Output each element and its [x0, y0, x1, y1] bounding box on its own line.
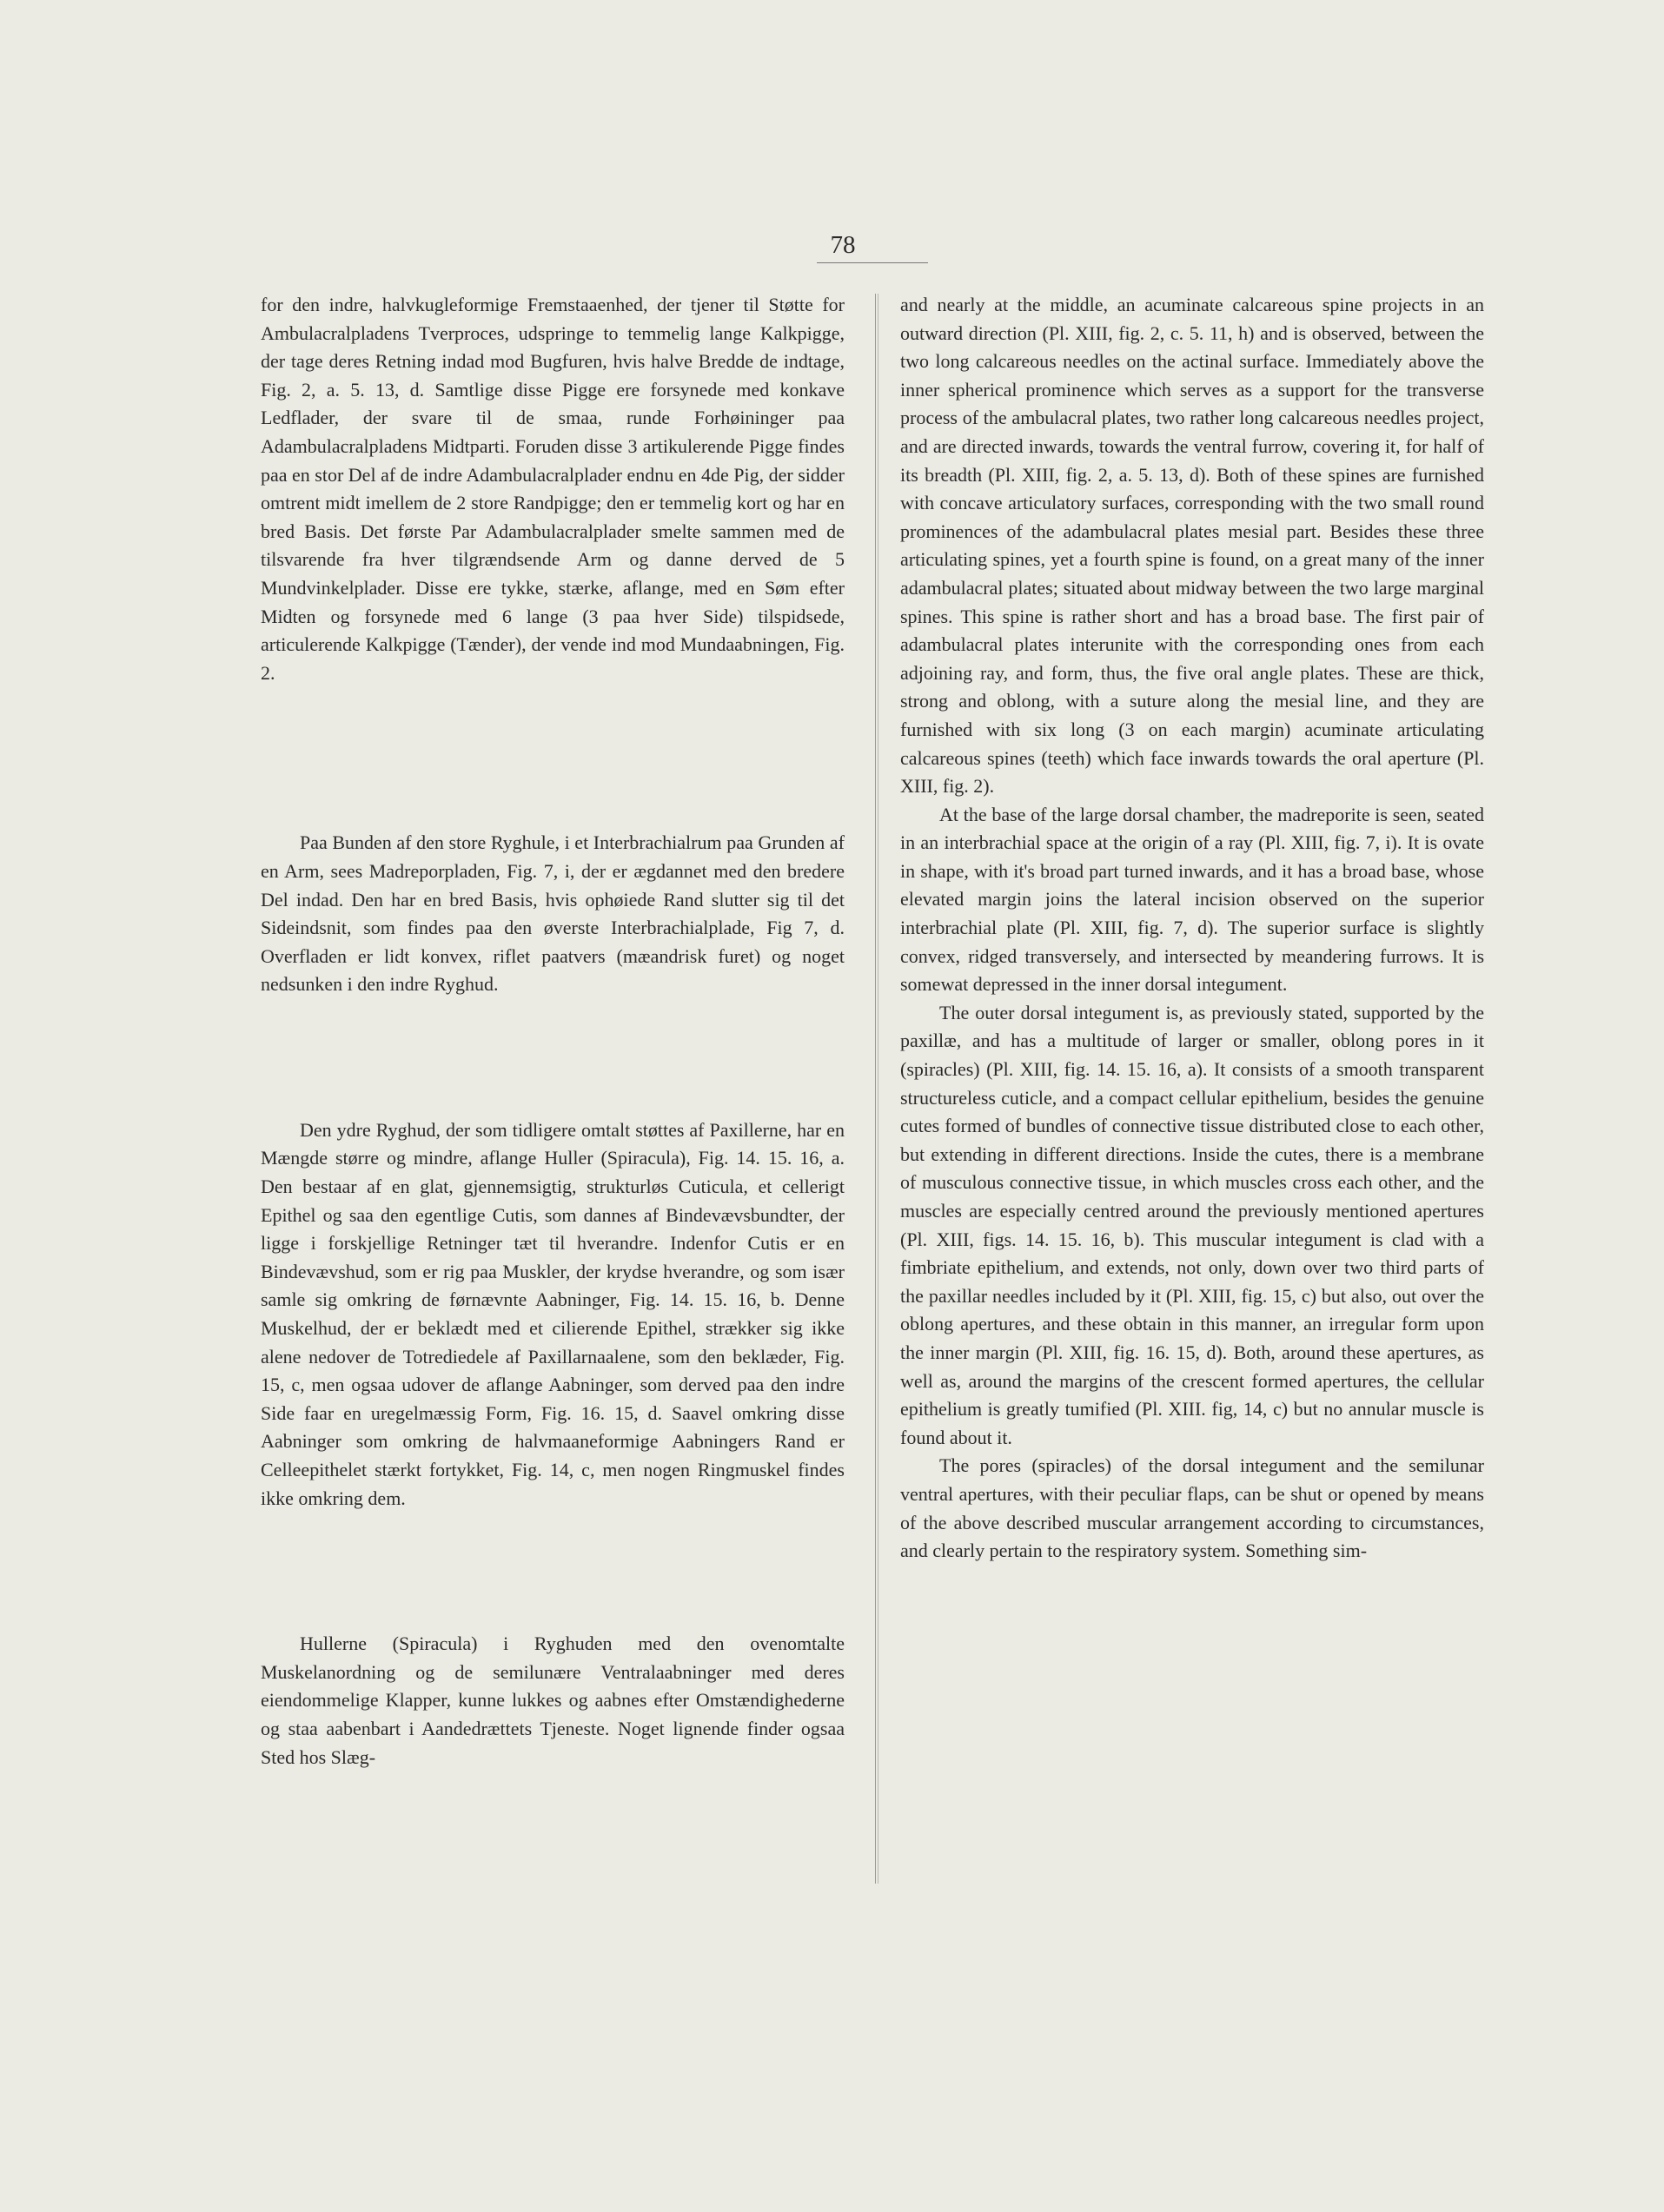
left-paragraph-1: for den indre, halvkugleformige Fremstaaenhed, der tjener til Støtte for Ambulacralpladens Tverproces, udspringe to temmelig lange Kalkpigge, der tage deres Retning indad mod Bugfuren, hvis halve Bredde de indtage, Fig. 2, a. 5. 13, d. Samtlige disse Pigge ere forsynede med konkave Ledflader, der svare til de smaa, runde Forhøininger paa Adambulacralpladens Midtparti. Foruden disse 3 artikulerende Pigge findes paa en stor Del af de indre Adambulacralplader endnu en 4de Pig, der sidder omtrent midt imellem de 2 store Randpigge; den er temmelig kort og har en bred Basis. Det første Par Adambulacralplader smelte sammen med de tilsvarende fra hver tilgrændsende Arm og danne derved de 5 Mundvinkelplader. Disse ere tykke, stærke, aflange, med en Søm efter Midten og forsynede med 6 lange (3 paa hver Side) tilspidsede, articulerende Kalkpigge (Tænder), der vende ind mod Mundaabningen, Fig. 2. — [261, 294, 845, 684]
page-number-rule — [817, 262, 928, 263]
page-number: 78 — [830, 231, 856, 259]
right-paragraph-4: The pores (spiracles) of the dorsal integument and the semilunar ventral apertures, with their peculiar flaps, can be shut or opened by means of the above described muscular arrangement according to circumstances, and clearly pertain to the respiratory system. Something sim- — [900, 1454, 1484, 1562]
column-divider — [875, 294, 878, 1884]
right-column-english — [900, 291, 1484, 1566]
left-column-danish — [261, 291, 845, 1772]
right-paragraph-1: and nearly at the middle, an acuminate calcareous spine projects in an outward direction (Pl. XIII, fig. 2, c. 5. 11, h) and is observed, between the two long calcareous needles on the actinal surface. Immediately above the inner spherical prominence which serves as a support for the transverse process of the ambulacral plates, two rather long calcareous needles project, and are directed inwards, towards the ventral furrow, covering it, for half of its breadth (Pl. XIII, fig. 2, a. 5. 13, d). Both of these spines are furnished with concave articulatory surfaces, corresponding with the two small round prominences of the adambulacral plates mesial part. Besides these three articulating spines, yet a fourth spine is found, on a great many of the inner adambulacral plates; situated about midway between the two large marginal spines. This spine is rather short and has a broad base. The first pair of adambulacral plates interunite with the corresponding ones from each adjoining ray, and form, thus, the five oral angle plates. These are thick, strong and oblong, with a suture along the mesial line, and they are furnished with six long (3 on each margin) acuminate articulating calcareous spines (teeth) which face inwards towards the oral aperture (Pl. XIII, fig. 2). — [900, 294, 1484, 798]
left-paragraph-2: Paa Bunden af den store Ryghule, i et Interbrachialrum paa Grunden af en Arm, sees Madreporpladen, Fig. 7, i, der er ægdannet med den bredere Del indad. Den har en bred Basis, hvis ophøiede Rand slutter sig til det Sideindsnit, som findes paa den øverste Interbrachialplade, Fig 7, d. Overfladen er lidt konvex, riflet paatvers (mæandrisk furet) og noget nedsunken i den indre Ryghud. — [261, 831, 845, 996]
left-paragraph-3: Den ydre Ryghud, der som tidligere omtalt støttes af Paxillerne, har en Mængde større og mindre, aflange Huller (Spiracula), Fig. 14. 15. 16, a. Den bestaar af en glat, gjennemsigtig, strukturløs Cuticula, et cellerigt Epithel og saa den egentlige Cutis, som dannes af Bindevævsbundter, der ligge i forskjellige Retninger tæt til hverandre. Indenfor Cutis er en Bindevævshud, som er rig paa Muskler, der krydse hverandre, og som især samle sig omkring de førnævnte Aabninger, Fig. 14. 15. 16, b. Denne Muskelhud, der er beklædt med et cilierende Epithel, strækker sig ikke alene nedover de Totrediedele af Paxillarnaalene, som den beklæder, Fig. 15, c, men ogsaa udover de aflange Aabninger, som derved paa den indre Side faar en uregelmæssig Form, Fig. 16. 15, d. Saavel omkring disse Aabninger som omkring de halvmaaneformige Aabningers Rand er Celleepithelet stærkt fortykket, Fig. 14, c, men nogen Ringmuskel findes ikke omkring dem. — [261, 1118, 845, 1509]
left-paragraph-4: Hullerne (Spiracula) i Ryghuden med den ovenomtalte Muskelanordning og de semilunære Ventralaabninger med deres eiendommelige Klapper, kunne lukkes og aabnes efter Omstændighederne og staa aabenbart i Aandedrættets Tjeneste. Noget lignende finder ogsaa Sted hos Slæg- — [261, 1633, 845, 1768]
right-paragraph-2: At the base of the large dorsal chamber, the madreporite is seen, seated in an interbrachial space at the origin of a ray (Pl. XIII, fig. 7, i). It is ovate in shape, with it's broad part turned inwards, and it has a broad base, whose elevated margin joins the lateral incision observed on the superior interbrachial plate (Pl. XIII, fig. 7, d). The superior surface is slightly convex, ridged transversely, and intersected by meandering furrows. It is somewat depressed in the inner dorsal integument. — [900, 803, 1484, 996]
right-paragraph-3: The outer dorsal integument is, as previously stated, supported by the paxillæ, and has a multitude of larger or smaller, oblong pores in it (spiracles) (Pl. XIII, fig. 14. 15. 16, a). It consists of a smooth transparent structureless cuticle, and a compact cellular epithelium, besides the genuine cutes formed of bundles of connective tissue distributed close to each other, but extending in different directions. Inside the cutes, there is a membrane of musculous connective tissue, in which muscles cross each other, and the muscles are especially centred around the previously mentioned apertures (Pl. XIII, figs. 14. 15. 16, b). This muscular integument is clad with a fimbriate epithelium, and extends, not only, down over two third parts of the paxillar needles included by it (Pl. XIII, fig. 15, c) but also, out over the oblong apertures, and these obtain in this manner, an irregular form upon the inner margin (Pl. XIII, fig. 16. 15, d). Both, around these apertures, as well as, around the margins of the crescent formed apertures, the cellular epithelium is greatly tumified (Pl. XIII. fig, 14, c) but no annular muscle is found about it. — [900, 1001, 1484, 1448]
